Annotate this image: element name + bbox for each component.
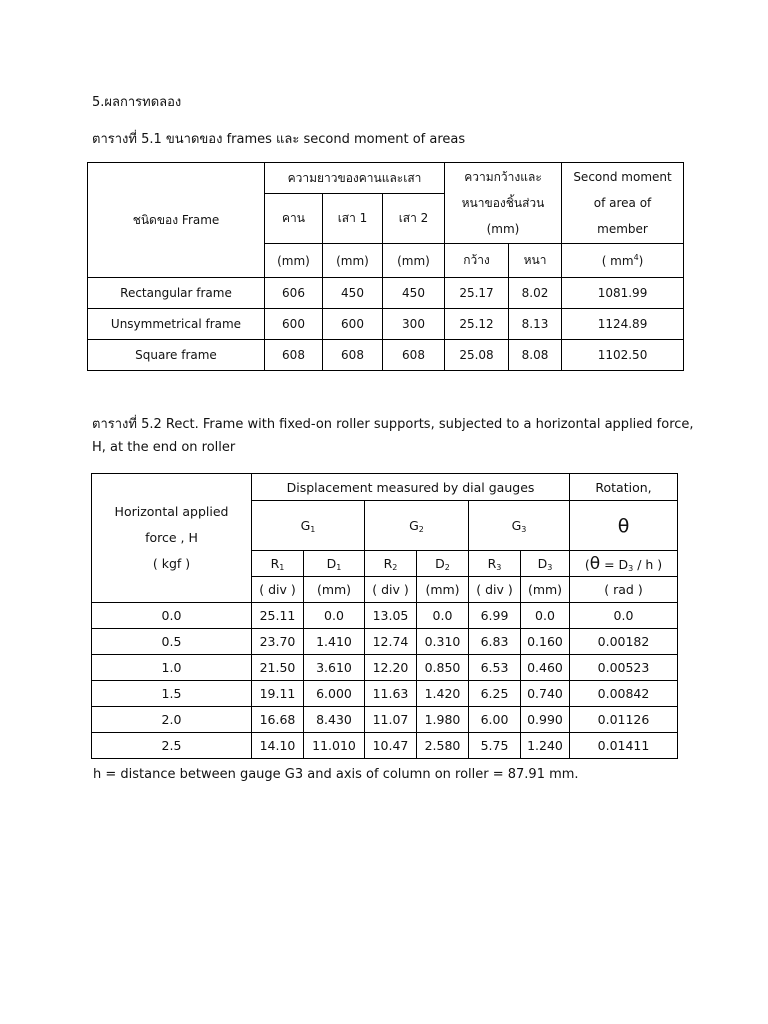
column2-unit: (mm)	[383, 244, 445, 278]
table-row: 1.0 21.50 3.610 12.20 0.850 6.53 0.460 0.00523	[92, 655, 678, 681]
table2-footnote: h = distance between gauge G3 and axis of column on roller = 87.91 mm.	[93, 767, 579, 782]
force-header: Horizontal applied force , H ( kgf )	[92, 474, 252, 603]
d1-unit: (mm)	[304, 577, 365, 603]
d2-unit: (mm)	[417, 577, 469, 603]
gauge-g3-header: $G_3$	[469, 501, 570, 551]
beam-header: คาน	[265, 194, 323, 244]
gauge-g1-header: $G_1$	[252, 501, 365, 551]
table-row: 2.5 14.10 11.010 10.47 2.580 5.75 1.240 0.01411	[92, 733, 678, 759]
table-row: Square frame 608 608 608 25.08 8.08 1102.50	[88, 340, 684, 371]
table-row: Rectangular frame 606 450 450 25.17 8.02 1081.99	[88, 278, 684, 309]
beam-unit: (mm)	[265, 244, 323, 278]
moment-header: Second moment of area of member	[562, 163, 684, 244]
moment-unit: ( $mm^4$)	[562, 244, 684, 278]
d1-header: $D_1$	[304, 551, 365, 577]
table-row: 0.5 23.70 1.410 12.74 0.310 6.83 0.160 0.00182	[92, 629, 678, 655]
r1-header: $R_1$	[252, 551, 304, 577]
table-row: 0.0 25.11 0.0 13.05 0.0 6.99 0.0 0.0	[92, 603, 678, 629]
displacement-table	[91, 473, 678, 759]
table-row: Unsymmetrical frame 600 600 300 25.12 8.13 1124.89	[88, 309, 684, 340]
displacement-header: Displacement measured by dial gauges	[252, 474, 570, 501]
width-group-header: ความกว้างและ หนาของชิ้นส่วน (mm)	[445, 163, 562, 244]
rotation-formula: ($\theta = D_3 / h$ )	[570, 551, 678, 577]
table-row: 2.0 16.68 8.430 11.07 1.980 6.00 0.990 0.01126	[92, 707, 678, 733]
rotation-unit: ( rad )	[570, 577, 678, 603]
table2-caption-line2: H, at the end on roller	[92, 440, 236, 455]
width-header: กว้าง	[445, 244, 509, 278]
gauge-g2-header: $G_2$	[365, 501, 469, 551]
table2-caption-line1: ตารางที่ 5.2 Rect. Frame with fixed-on roller supports, subjected to a horizontal applied force,	[92, 417, 694, 432]
r2-unit: ( div )	[365, 577, 417, 603]
r3-header: $R_3$	[469, 551, 521, 577]
table-row: 1.5 19.11 6.000 11.63 1.420 6.25 0.740 0.00842	[92, 681, 678, 707]
r2-header: $R_2$	[365, 551, 417, 577]
d2-header: $D_2$	[417, 551, 469, 577]
column1-header: เสา 1	[323, 194, 383, 244]
theta-symbol: θ	[570, 501, 678, 551]
r3-unit: ( div )	[469, 577, 521, 603]
column1-unit: (mm)	[323, 244, 383, 278]
d3-header: $D_3$	[521, 551, 570, 577]
table1-caption: ตารางที่ 5.1 ขนาดของ frames และ second moment of areas	[92, 132, 466, 147]
rotation-header: Rotation,	[570, 474, 678, 501]
column2-header: เสา 2	[383, 194, 445, 244]
length-group-header: ความยาวของคานและเสา	[265, 163, 445, 194]
r1-unit: ( div )	[252, 577, 304, 603]
d3-unit: (mm)	[521, 577, 570, 603]
section-heading: 5.ผลการทดลอง	[92, 95, 182, 110]
frame-type-header: ชนิดของ Frame	[88, 163, 265, 278]
frame-dimensions-table	[87, 162, 684, 371]
thickness-header: หนา	[509, 244, 562, 278]
